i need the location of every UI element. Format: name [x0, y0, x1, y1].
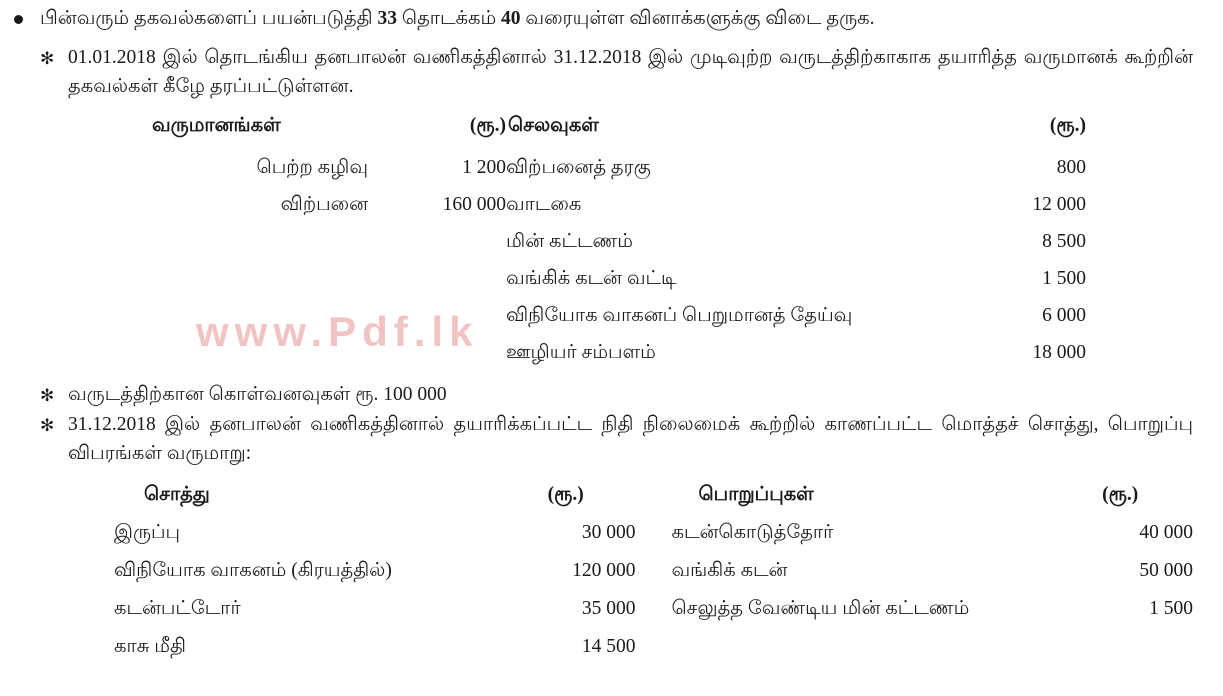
instruction-middle: தொடக்கம்	[397, 8, 502, 29]
table-row	[506, 297, 1086, 334]
liability-label	[636, 628, 1058, 666]
table-row	[114, 590, 1193, 628]
expenses-header: செலவுகள்	[508, 114, 599, 136]
income-unit: (ரூ.)	[469, 114, 506, 136]
table-row	[114, 552, 1193, 590]
table-row	[114, 628, 1193, 666]
instruction-line	[14, 6, 1193, 32]
list-item	[14, 411, 1193, 468]
asterisk-icon: ✻	[40, 386, 55, 406]
asterisk-icon: ✻	[40, 416, 55, 436]
table-row	[114, 514, 1193, 552]
expense-item-value: 6 000	[1042, 305, 1086, 327]
liability-value: 1 500	[1149, 597, 1193, 619]
expense-item-label: வங்கிக் கடன் வட்டி	[506, 267, 677, 289]
table-row	[506, 260, 1086, 297]
asset-value: 14 500	[581, 635, 636, 657]
list-item	[14, 44, 1193, 101]
table-row	[86, 149, 506, 186]
expense-item-label: ஊழியர் சம்பளம்	[506, 342, 656, 364]
liability-label: வங்கிக் கடன்	[671, 559, 788, 581]
assets-unit: (ரூ.)	[547, 483, 584, 505]
watermark: www.Pdf.lk	[196, 308, 479, 355]
table-row	[506, 223, 1086, 260]
item-text-3: 31.12.2018 இல் தனபாலன் வணிகத்தினால் தயாரிக்கப்பட்ட நிதி நிலைமைக் கூற்றில் காணப்பட்ட மொத்தச் சொத்து, பொறுப்பு விபரங்கள் வருமாறு:	[68, 414, 1193, 464]
assets-header: சொத்து	[144, 483, 210, 505]
liability-label: செலுத்த வேண்டிய மின் கட்டணம்	[671, 597, 970, 619]
table-row	[86, 186, 506, 223]
bullet-icon	[14, 6, 40, 24]
income-item-label: பெற்ற கழிவு	[256, 156, 368, 178]
question-range-from: 33	[377, 8, 398, 29]
instruction-suffix: வரையுள்ள வினாக்களுக்கு விடை தருக.	[520, 8, 875, 29]
instruction-text	[40, 6, 1193, 32]
income-header: வருமானங்கள்	[152, 114, 281, 136]
expenses-column	[506, 115, 1086, 371]
question-range-to: 40	[501, 8, 521, 29]
expense-item-label: விநியோக வாகனப் பெறுமானத் தேய்வு	[506, 305, 853, 327]
liability-value: 40 000	[1139, 521, 1193, 543]
asset-value: 35 000	[581, 597, 636, 619]
income-statement-table	[86, 115, 1193, 371]
item-text-1: 01.01.2018 இல் தொடங்கிய தனபாலன் வணிகத்தினால் 31.12.2018 இல் முடிவுற்ற வருடத்திற்காகாக தயாரித்த வருமானக் கூற்றின் தகவல்கள் கீழே தரப்பட்டுள்ளன.	[68, 47, 1193, 97]
table-row	[506, 334, 1086, 371]
expense-item-value: 18 000	[1032, 342, 1086, 364]
expense-item-label: வாடகை	[506, 193, 582, 215]
list-item	[14, 381, 1193, 409]
table-header-row	[114, 484, 1193, 508]
expense-item-value: 1 500	[1042, 267, 1086, 289]
item-text-2: வருடத்திற்கான கொள்வனவுகள் ரூ. 100 000	[68, 384, 447, 406]
asset-label: கடன்பட்டோர்	[114, 597, 241, 619]
asterisk-icon: ✻	[40, 49, 55, 69]
table-row	[506, 186, 1086, 223]
income-item-value: 1 200	[462, 156, 506, 178]
expense-item-value: 8 500	[1042, 230, 1086, 252]
financial-position-table	[114, 484, 1193, 666]
liabilities-unit: (ரூ.)	[1102, 483, 1139, 505]
expenses-header-row	[506, 115, 1086, 139]
income-item-value: 160 000	[442, 193, 506, 215]
liabilities-header: பொறுப்புகள்	[698, 483, 814, 505]
expense-item-value: 12 000	[1032, 193, 1086, 215]
document-content	[14, 6, 1193, 666]
expenses-unit: (ரூ.)	[1049, 114, 1086, 136]
liability-value	[1058, 628, 1193, 666]
liability-label: கடன்கொடுத்தோர்	[671, 521, 834, 543]
asset-value: 120 000	[572, 559, 636, 581]
income-header-row	[86, 115, 506, 139]
table-row	[506, 149, 1086, 186]
asset-value: 30 000	[581, 521, 636, 543]
asset-label: விநியோக வாகனம் (கிரயத்தில்)	[114, 559, 392, 581]
liability-value: 50 000	[1139, 559, 1193, 581]
instruction-prefix: பின்வரும் தகவல்களைப் பயன்படுத்தி	[40, 8, 378, 29]
income-item-label: விற்பனை	[280, 193, 368, 215]
income-column	[86, 115, 506, 371]
expense-item-label: மின் கட்டணம்	[506, 230, 633, 252]
expense-item-value: 800	[1056, 156, 1086, 178]
asset-label: காசு மீதி	[114, 635, 186, 657]
asset-label: இருப்பு	[114, 521, 181, 543]
expense-item-label: விற்பனைத் தரகு	[506, 156, 651, 178]
